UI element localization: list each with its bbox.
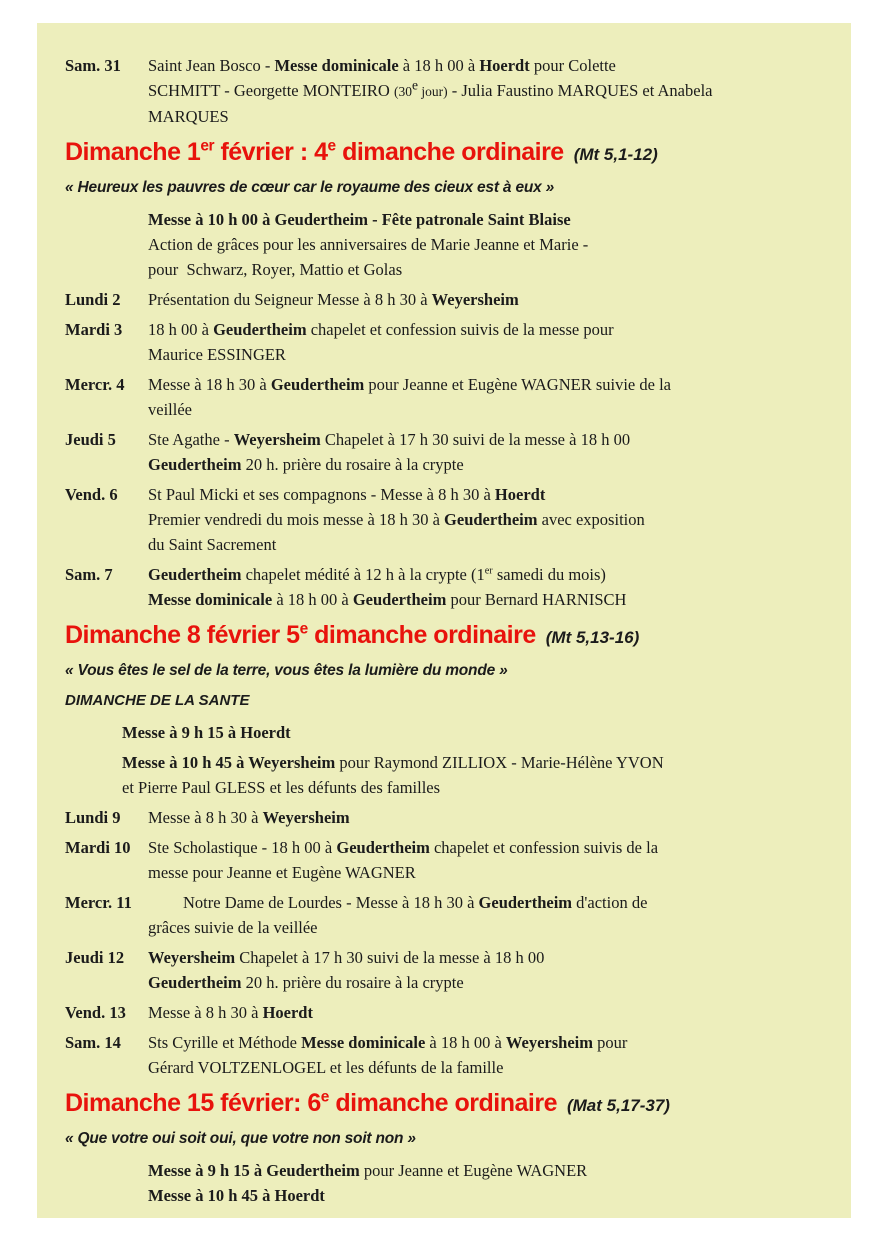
- entry-content: [148, 562, 851, 612]
- schedule-line: [148, 1055, 851, 1080]
- text-segment: Geudertheim: [352, 590, 447, 609]
- day-label: Mercr. 11: [65, 893, 132, 912]
- text-segment: Saint Jean Bosco -: [148, 56, 275, 75]
- schedule-line: [148, 507, 851, 532]
- entry-content: [148, 890, 851, 940]
- text-segment: Dimanche 8 février 5: [65, 621, 300, 649]
- day-label: Vend. 13: [65, 1003, 126, 1022]
- text-segment: Chapelet à 17 h 30 suivi de la messe à 18 h 00: [235, 948, 545, 967]
- text-segment: er: [484, 565, 493, 577]
- text-segment: Geudertheim: [148, 565, 242, 584]
- text-segment: Weyersheim: [431, 290, 519, 309]
- schedule-line: [148, 835, 851, 860]
- schedule-entry: [65, 53, 851, 129]
- text-segment: 20 h. prière du rosaire à la crypte: [241, 973, 464, 992]
- schedule-entry: [65, 287, 851, 312]
- text-segment: jour): [417, 84, 448, 99]
- gospel-quote: « Vous êtes le sel de la terre, vous êtes la lumière du monde »: [65, 662, 508, 679]
- schedule-line: [122, 720, 851, 745]
- schedule-line: [148, 587, 851, 612]
- text-segment: du Saint Sacrement: [148, 535, 277, 554]
- text-segment: Geudertheim: [270, 375, 365, 394]
- day-label: Sam. 7: [65, 565, 113, 584]
- text-segment: Messe à 10 h 00 à Geudertheim - Fête patronale Saint Blaise: [148, 210, 571, 229]
- schedule-line: [148, 970, 851, 995]
- text-segment: Hoerdt: [479, 56, 530, 75]
- text-segment: chapelet et confession suivis de la: [429, 838, 659, 857]
- text-segment: e: [320, 1088, 329, 1106]
- day-label: Mardi 10: [65, 838, 131, 857]
- text-segment: à 18 h 00 à: [425, 1033, 506, 1052]
- schedule-entry: [65, 317, 851, 367]
- text-segment: et Pierre Paul GLESS et les défunts des familles: [122, 778, 441, 797]
- scripture-reference: (Mt 5,1-12): [573, 145, 658, 164]
- schedule-line: [148, 1158, 851, 1183]
- day-label: Mardi 3: [65, 320, 123, 339]
- schedule-line: [148, 452, 851, 477]
- entry-content: [148, 482, 851, 557]
- gospel-quote: « Que votre oui soit oui, que votre non soit non »: [65, 1130, 416, 1147]
- schedule-line: [148, 104, 851, 129]
- text-segment: pour Schwarz, Royer, Mattio et Golas: [148, 260, 403, 279]
- mass-announcement-block: [122, 750, 851, 800]
- heading-title: [65, 138, 564, 166]
- schedule-line: [148, 805, 851, 830]
- schedule-line: [148, 317, 851, 342]
- special-day-subheading: DIMANCHE DE LA SANTE: [65, 692, 250, 709]
- schedule-line: [148, 1000, 851, 1025]
- text-segment: Geudertheim: [148, 455, 242, 474]
- entry-content: [148, 1000, 851, 1025]
- sunday-heading: [65, 620, 851, 654]
- scripture-reference: (Mt 5,13-16): [545, 628, 640, 647]
- text-segment: Geudertheim: [213, 320, 307, 339]
- text-segment: Notre Dame de Lourdes - Messe à 18 h 30 à: [183, 893, 479, 912]
- text-segment: Chapelet à 17 h 30 suivi de la messe à 18 h 00: [320, 430, 631, 449]
- schedule-entry: [65, 372, 851, 422]
- schedule-line: [148, 53, 851, 78]
- text-segment: samedi du mois): [492, 565, 606, 584]
- text-segment: pour Jeanne et Eugène WAGNER suivie de la: [364, 375, 671, 394]
- schedule-entry: [65, 835, 851, 885]
- text-segment: Premier vendredi du mois messe à 18 h 30 à: [148, 510, 445, 529]
- text-segment: Messe à 18 h 30 à: [148, 375, 271, 394]
- schedule-line: [148, 532, 851, 557]
- entry-content: [148, 805, 851, 830]
- text-segment: grâces suivie de la veillée: [148, 918, 318, 937]
- schedule-line: [122, 750, 851, 775]
- day-label: Vend. 6: [65, 485, 118, 504]
- day-label: Jeudi 12: [65, 948, 125, 967]
- gospel-quote: « Heureux les pauvres de cœur car le royaume des cieux est à eux »: [65, 179, 555, 196]
- scripture-reference: (Mat 5,17-37): [566, 1096, 670, 1115]
- text-segment: février : 4: [214, 138, 328, 166]
- text-segment: pour: [592, 1033, 628, 1052]
- entry-content: [148, 317, 851, 367]
- schedule-line: [148, 342, 851, 367]
- text-segment: Weyersheim: [262, 808, 350, 827]
- text-segment: Geudertheim: [444, 510, 538, 529]
- text-segment: chapelet et confession suivis de la messe pour: [306, 320, 614, 339]
- sunday-heading: [65, 1088, 851, 1122]
- text-segment: Messe à 9 h 15 à Geudertheim: [148, 1161, 360, 1180]
- schedule-line: [148, 207, 851, 232]
- schedule-line: [148, 232, 851, 257]
- text-segment: Geudertheim: [148, 973, 242, 992]
- schedule-line: [148, 1183, 851, 1208]
- text-segment: Geudertheim: [478, 893, 573, 912]
- sunday-heading: [65, 137, 851, 171]
- schedule-line: [148, 890, 851, 915]
- entry-content: [148, 287, 851, 312]
- schedule-line: [148, 287, 851, 312]
- text-segment: Maurice ESSINGER: [148, 345, 286, 364]
- text-segment: 18 h 00 à: [148, 320, 214, 339]
- text-segment: Messe dominicale: [148, 590, 273, 609]
- text-segment: pour Bernard HARNISCH: [446, 590, 627, 609]
- bulletin-page-panel: [37, 23, 851, 1218]
- schedule-line: [148, 78, 851, 104]
- text-segment: Messe dominicale: [274, 56, 399, 75]
- text-segment: Messe à 10 h 45 à Weyersheim: [122, 753, 336, 772]
- mass-announcement-block: [148, 207, 851, 282]
- text-segment: Messe à 10 h 45 à Hoerdt: [148, 1186, 325, 1205]
- entry-content: [148, 427, 851, 477]
- text-segment: Weyersheim: [505, 1033, 593, 1052]
- text-segment: er: [200, 137, 214, 155]
- schedule-entry: [65, 562, 851, 612]
- text-segment: Gérard VOLTZENLOGEL et les défunts de la famille: [148, 1058, 504, 1077]
- text-segment: Ste Agathe -: [148, 430, 234, 449]
- text-segment: Présentation du Seigneur Messe à 8 h 30 à: [148, 290, 432, 309]
- schedule-entry: [65, 1000, 851, 1025]
- heading-title: [65, 621, 536, 649]
- text-segment: pour Jeanne et Eugène WAGNER: [359, 1161, 588, 1180]
- schedule-entry: [65, 1030, 851, 1080]
- text-segment: Dimanche 15 février: 6: [65, 1089, 321, 1117]
- schedule-line: [148, 397, 851, 422]
- text-segment: Action de grâces pour les anniversaires de Marie Jeanne et Marie -: [148, 235, 589, 254]
- text-segment: Sts Cyrille et Méthode: [148, 1033, 302, 1052]
- text-segment: (30: [393, 84, 412, 99]
- day-label: Sam. 31: [65, 56, 121, 75]
- text-segment: Geudertheim: [336, 838, 430, 857]
- text-segment: Messe à 9 h 15 à Hoerdt: [122, 723, 291, 742]
- mass-schedule: [65, 53, 851, 1208]
- text-segment: Dimanche 1: [65, 138, 201, 166]
- text-segment: chapelet médité à 12 h à la crypte (1: [241, 565, 485, 584]
- schedule-line: [122, 775, 851, 800]
- text-segment: SCHMITT - Georgette MONTEIRO: [148, 81, 394, 100]
- schedule-entry: [65, 427, 851, 477]
- day-label: Jeudi 5: [65, 430, 116, 449]
- text-segment: e: [327, 137, 336, 155]
- text-segment: Hoerdt: [262, 1003, 313, 1022]
- text-segment: 20 h. prière du rosaire à la crypte: [241, 455, 464, 474]
- schedule-line: [148, 427, 851, 452]
- text-segment: à 18 h 00 à: [398, 56, 480, 75]
- text-segment: Messe dominicale: [301, 1033, 426, 1052]
- text-segment: e: [411, 77, 418, 93]
- schedule-line: [148, 482, 851, 507]
- text-segment: Weyersheim: [233, 430, 321, 449]
- text-segment: dimanche ordinaire: [328, 1089, 557, 1117]
- schedule-entry: [65, 482, 851, 557]
- entry-content: [148, 372, 851, 422]
- entry-content: [148, 835, 851, 885]
- text-segment: Messe à 8 h 30 à: [148, 808, 263, 827]
- schedule-entry: [65, 945, 851, 995]
- text-segment: Messe à 8 h 30 à: [148, 1003, 263, 1022]
- day-label: Mercr. 4: [65, 375, 125, 394]
- text-segment: St Paul Micki et ses compagnons - Messe à 8 h 30 à: [148, 485, 495, 504]
- text-segment: avec exposition: [537, 510, 645, 529]
- schedule-line: [148, 915, 851, 940]
- text-segment: e: [299, 620, 308, 638]
- day-label: Sam. 14: [65, 1033, 121, 1052]
- text-segment: d'action de: [572, 893, 648, 912]
- schedule-entry: [65, 805, 851, 830]
- day-label: Lundi 2: [65, 290, 121, 309]
- text-segment: Hoerdt: [494, 485, 546, 504]
- text-segment: Weyersheim: [148, 948, 236, 967]
- entry-content: [148, 945, 851, 995]
- schedule-line: [148, 945, 851, 970]
- text-segment: MARQUES: [148, 107, 229, 126]
- text-segment: à 18 h 00 à: [272, 590, 353, 609]
- mass-announcement-block: [122, 720, 851, 745]
- heading-title: [65, 1089, 557, 1117]
- entry-content: [148, 1030, 851, 1080]
- text-segment: veillée: [148, 400, 192, 419]
- schedule-line: [148, 257, 851, 282]
- text-segment: Ste Scholastique - 18 h 00 à: [148, 838, 337, 857]
- schedule-line: [148, 562, 851, 587]
- text-segment: dimanche ordinaire: [335, 138, 564, 166]
- text-segment: pour Colette: [529, 56, 616, 75]
- schedule-line: [148, 372, 851, 397]
- day-label: Lundi 9: [65, 808, 121, 827]
- mass-announcement-block: [148, 1158, 851, 1208]
- text-segment: - Julia Faustino MARQUES et Anabela: [447, 81, 713, 100]
- text-segment: messe pour Jeanne et Eugène WAGNER: [148, 863, 416, 882]
- schedule-line: [148, 860, 851, 885]
- entry-content: [148, 53, 851, 129]
- schedule-entry: [65, 890, 851, 940]
- text-segment: dimanche ordinaire: [307, 621, 536, 649]
- text-segment: pour Raymond ZILLIOX - Marie-Hélène YVON: [335, 753, 664, 772]
- schedule-line: [148, 1030, 851, 1055]
